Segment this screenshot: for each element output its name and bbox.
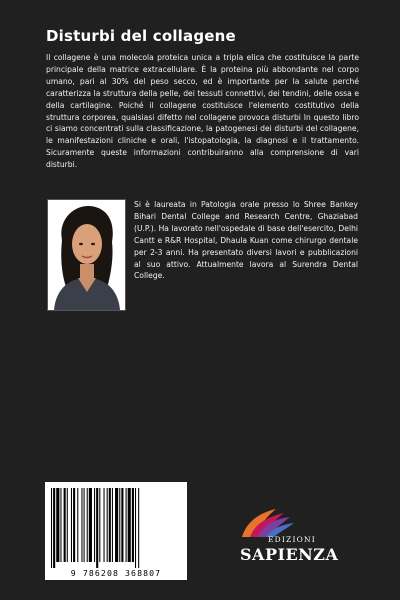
publisher-edizioni: EDIZIONI: [268, 535, 316, 544]
publisher-name: SAPIENZA: [240, 545, 339, 564]
publisher-logo: [234, 505, 344, 565]
barcode-bars: [45, 482, 187, 568]
author-bio: Si è laureata in Patologia orale presso lo Shree Bankey Bihari Dental College and Research Centre, Ghaziabad (U.P.). Ha lavorato nell'ospedale di base dell'esercito, Delhi Cantt e R&R Hospital, Dhaula Kuan come chirurgo dentale per 2-3 anni. Ha presentato diversi lavori e pubblicazioni al suo attivo. Attualmente lavora al Surendra Dental College.: [134, 200, 358, 281]
book-title: Disturbi del collagene: [46, 27, 236, 45]
author-portrait-image: [48, 200, 125, 310]
isbn-barcode: [45, 482, 187, 580]
isbn-number: 9 786208 368807: [70, 568, 162, 578]
book-description: Il collagene è una molecola proteica unica a tripla elica che costituisce la parte principale della matrice extracellulare. È la proteina più abbondante nel corpo umano, pari al 30% del peso secco, ed è importante per la salute perché caratterizza la struttura della pelle, dei tessuti connettivi, dei tendini, delle ossa e della cartilagine. Poiché il collagene costituisce l'elemento costitutivo della struttura corporea, qualsiasi difetto nel collagene provoca disturbi In questo libro ci siamo concentrati sulla classificazione, la patogenesi dei disturbi del collagene, le manifestazioni cliniche e orali, l'istopatologia, la diagnosi e il trattamento. Sicuramente queste informazioni contribuiranno alla comprensione di vari disturbi.: [46, 53, 359, 170]
author-photo: [47, 199, 126, 311]
